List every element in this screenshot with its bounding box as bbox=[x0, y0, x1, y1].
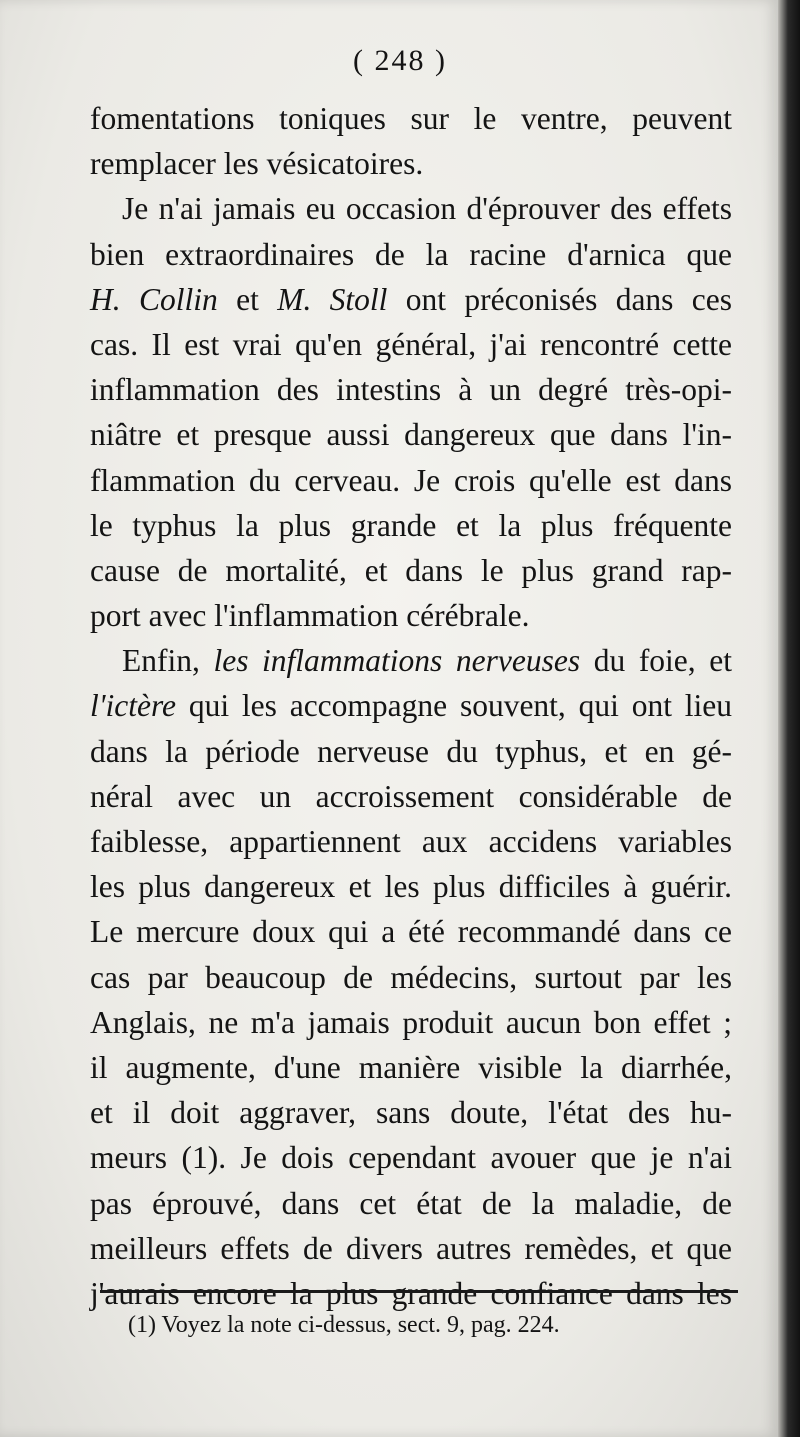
text-line-10: le typhus la plus grande et la plus fréquente bbox=[90, 507, 732, 543]
body-text bbox=[90, 96, 732, 1316]
author-name-stoll: M. Stoll bbox=[277, 281, 388, 317]
text-line-4: bien extraordinaires de la racine d'arnica que bbox=[90, 236, 732, 272]
text-line-2: remplacer les vésicatoires. bbox=[90, 146, 424, 182]
author-name-collin: H. Collin bbox=[90, 281, 218, 317]
footnote-rule bbox=[100, 1290, 738, 1293]
text-line-12: port avec l'inflammation cérébrale. bbox=[90, 598, 530, 634]
text-line-17: faiblesse, appartiennent aux accidens variables bbox=[90, 824, 732, 859]
italic-term: les inflammations nerveuses bbox=[213, 643, 581, 679]
text-line-3: Je n'ai jamais eu occasion d'éprouver des effets bbox=[122, 191, 732, 227]
italic-term: l'ictère bbox=[90, 688, 177, 724]
text-line-15: dans la période nerveuse du typhus, et en gé- bbox=[90, 733, 732, 769]
text-line-18: les plus dangereux et les plus difficiles à guérir. bbox=[90, 869, 732, 905]
text-line-26: meilleurs effets de divers autres remèdes, et que bbox=[90, 1230, 732, 1266]
page-number: ( 248 ) bbox=[353, 44, 447, 77]
text-line-23: et il doit aggraver, sans doute, l'état des hu- bbox=[90, 1095, 732, 1131]
text-line-24: meurs (1). Je dois cependant avouer que je n'ai bbox=[90, 1140, 732, 1176]
book-spine-edge bbox=[778, 0, 800, 1437]
text-line-6: cas. Il est vrai qu'en général, j'ai rencontré cette bbox=[90, 326, 732, 362]
text-line-27: j'aurais encore la plus grande confiance dans les bbox=[90, 1275, 732, 1311]
text-line-8: niâtre et presque aussi dangereux que dans l'in- bbox=[90, 417, 732, 453]
text-line-19: Le mercure doux qui a été recommandé dans ce bbox=[90, 914, 732, 950]
footnote: (1) Voyez la note ci-dessus, sect. 9, pag. 224. bbox=[128, 1312, 560, 1338]
text-line-13: Enfin, les inflammations nerveuses du foie, et bbox=[122, 643, 732, 679]
text-line-1: fomentations toniques sur le ventre, peuvent bbox=[90, 101, 732, 136]
text-line-21: Anglais, ne m'a jamais produit aucun bon effet ; bbox=[90, 1004, 732, 1040]
text-line-25: pas éprouvé, dans cet état de la maladie, de bbox=[90, 1185, 732, 1221]
text-line-16: néral avec un accroissement considérable de bbox=[90, 778, 732, 814]
text-line-22: il augmente, d'une manière visible la diarrhée, bbox=[90, 1049, 732, 1085]
text-line-5: H. Collin et M. Stoll ont préconisés dans ces bbox=[90, 281, 733, 317]
text-line-20: cas par beaucoup de médecins, surtout par les bbox=[90, 959, 732, 995]
text-line-14: l'ictère qui les accompagne souvent, qui ont lieu bbox=[90, 688, 732, 724]
text-line-7: inflammation des intestins à un degré très-opi- bbox=[90, 372, 732, 408]
text-line-9: flammation du cerveau. Je crois qu'elle est dans bbox=[90, 462, 732, 498]
text-line-11: cause de mortalité, et dans le plus grand rap- bbox=[90, 552, 732, 588]
